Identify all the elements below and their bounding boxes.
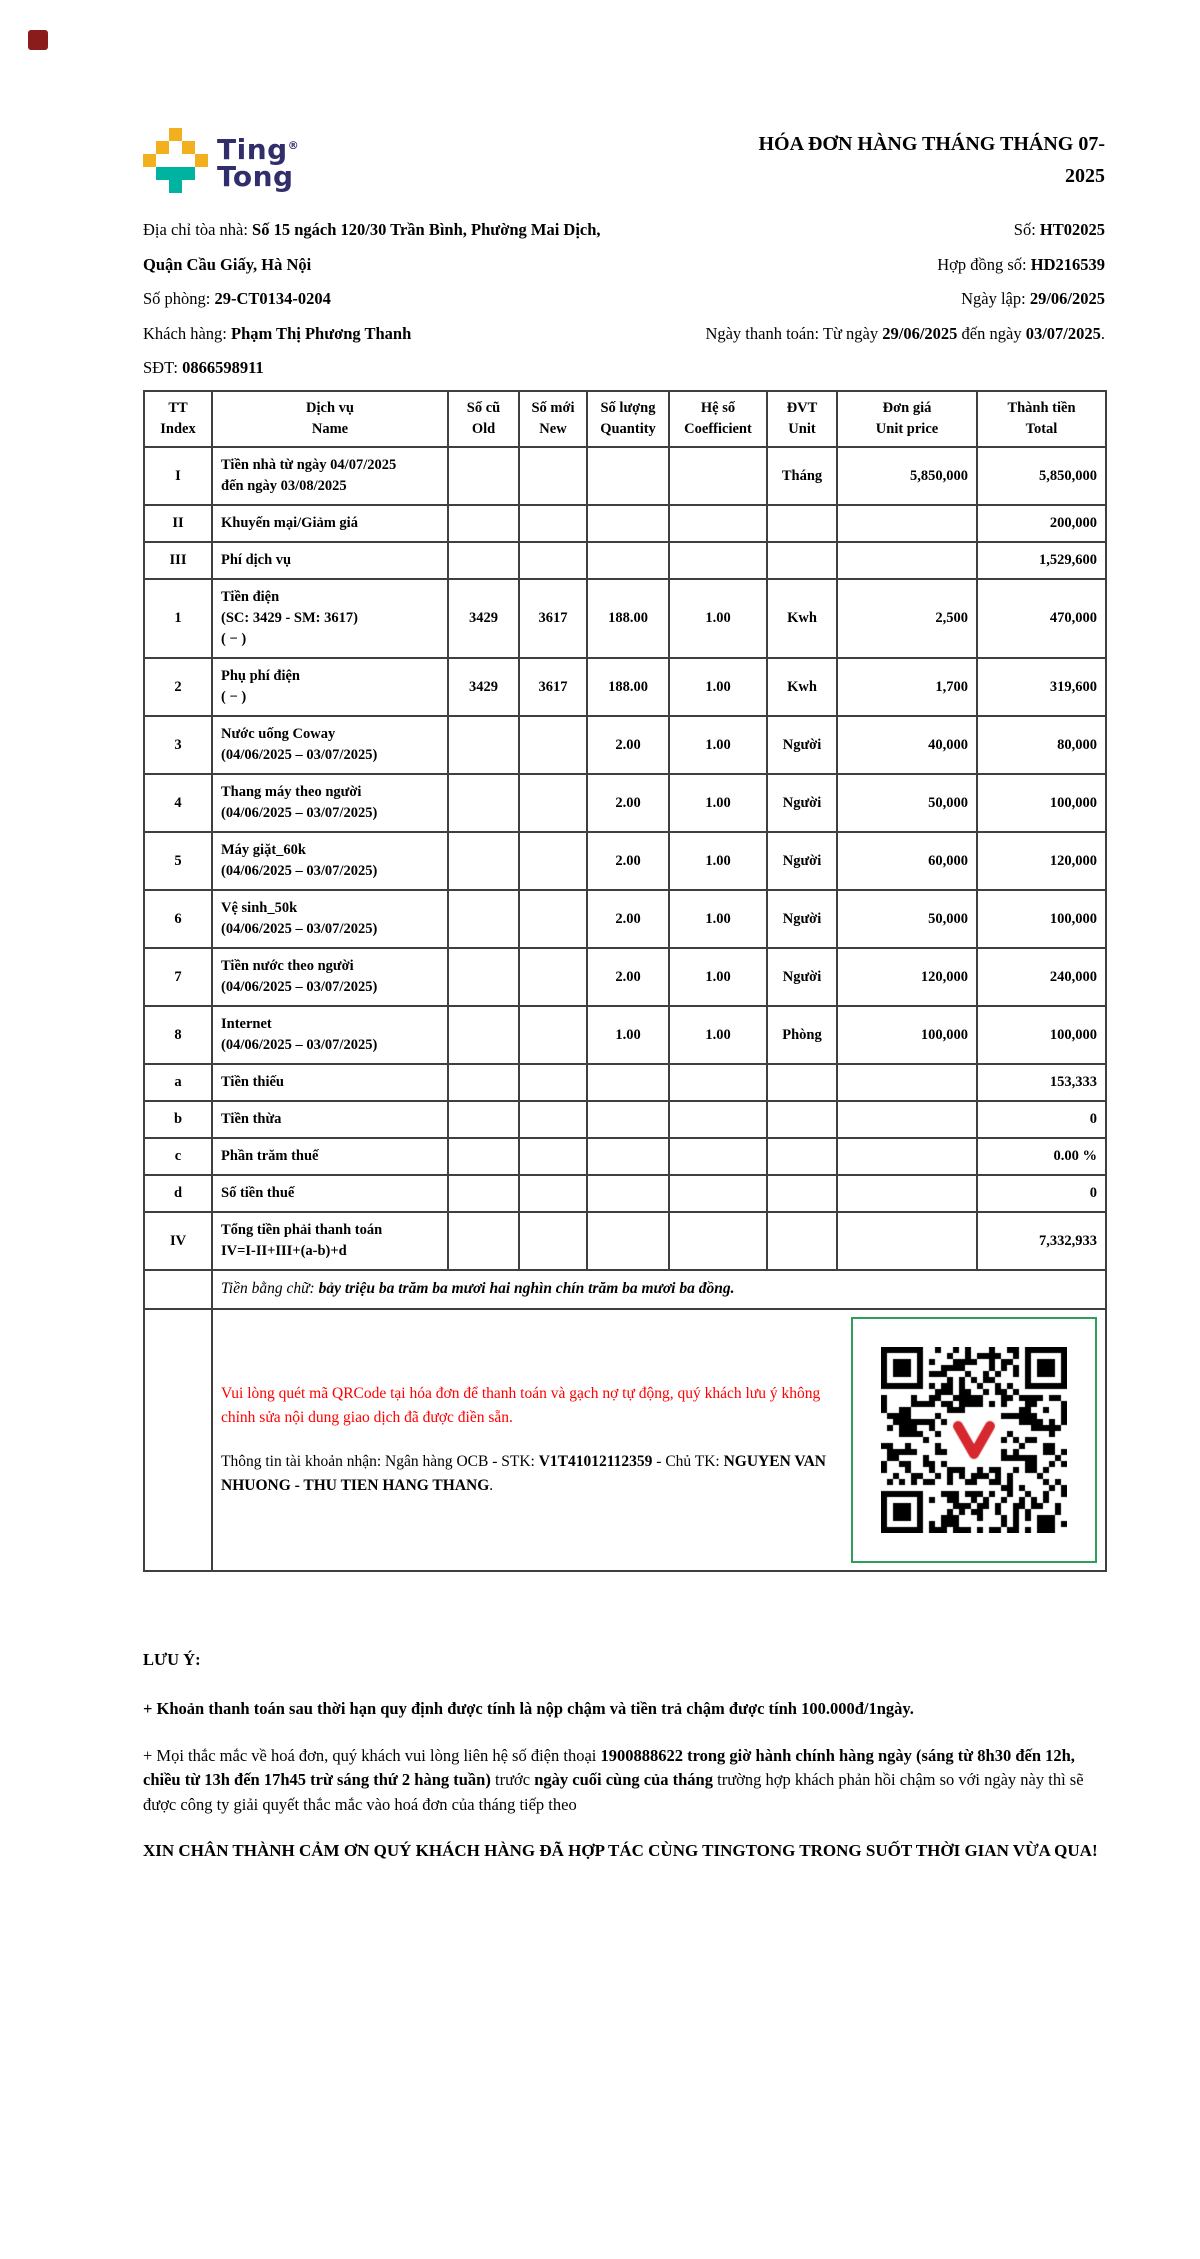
info-left — [143, 248, 311, 283]
cell-old — [448, 832, 519, 890]
cell-coefficient: 1.00 — [669, 948, 767, 1006]
table-row — [144, 505, 1106, 542]
text-fragment: Địa chỉ tòa nhà: — [143, 220, 253, 239]
cell-new: 3617 — [519, 579, 587, 658]
cell-unit-price: 100,000 — [837, 1006, 977, 1064]
cell-total: 120,000 — [977, 832, 1106, 890]
column-header: Đơn giá Unit price — [837, 391, 977, 447]
cell-index: 2 — [144, 658, 212, 716]
cell-old — [448, 1138, 519, 1175]
cell-unit-price — [837, 1175, 977, 1212]
qr-code — [881, 1347, 1067, 1533]
cell-name: Tổng tiền phải thanh toán IV=I-II+III+(a-b)+d — [212, 1212, 448, 1270]
column-header: Số mới New — [519, 391, 587, 447]
cell-total: 0.00 % — [977, 1138, 1106, 1175]
cell-old — [448, 1212, 519, 1270]
cell-index: 4 — [144, 774, 212, 832]
table-row — [144, 1175, 1106, 1212]
qr-payment-note: Vui lòng quét mã QRCode tại hóa đơn để thanh toán và gạch nợ tự động, quý khách lưu ý không chỉnh sửa nội dung giao dịch đã được điền sẵn. — [221, 1384, 821, 1426]
text-fragment: 29/06/2025 — [1029, 289, 1105, 308]
cell-total: 200,000 — [977, 505, 1106, 542]
text-fragment: Ngày thanh toán: Từ ngày — [705, 323, 883, 343]
cell-coefficient: 1.00 — [669, 579, 767, 658]
table-row — [144, 1212, 1106, 1270]
cell-name: Phí dịch vụ — [212, 542, 448, 579]
cell-unit: Kwh — [767, 658, 837, 716]
table-row — [144, 1006, 1106, 1064]
cell-quantity — [587, 542, 669, 579]
cell-quantity: 2.00 — [587, 948, 669, 1006]
cell-new — [519, 542, 587, 579]
cell-coefficient — [669, 1138, 767, 1175]
cell-coefficient: 1.00 — [669, 1006, 767, 1064]
cell-total: 153,333 — [977, 1064, 1106, 1101]
cell-new — [519, 948, 587, 1006]
info-right — [937, 248, 1105, 283]
cell-unit: Tháng — [767, 447, 837, 505]
cell-quantity: 1.00 — [587, 1006, 669, 1064]
text-fragment: 1900888622 trong giờ hành chính hàng ngày (sáng từ 8h30 đến 12h, chiều từ 13h đến 17h45 trừ sáng thứ 2 hàng tuần) — [143, 1745, 1075, 1790]
cell-coefficient: 1.00 — [669, 658, 767, 716]
table-row — [144, 658, 1106, 716]
cell-index: c — [144, 1138, 212, 1175]
cell-unit: Người — [767, 774, 837, 832]
notes-section — [143, 1648, 1105, 1863]
cell-unit-price: 5,850,000 — [837, 447, 977, 505]
cell-index: III — [144, 542, 212, 579]
qr-row — [144, 1309, 1106, 1571]
cell-new — [519, 832, 587, 890]
cell-coefficient: 1.00 — [669, 890, 767, 948]
text-fragment: 0866598911 — [182, 358, 264, 377]
info-left — [143, 351, 264, 386]
cell-old — [448, 716, 519, 774]
cell-name: Nước uống Coway (04/06/2025 – 03/07/2025) — [212, 716, 448, 774]
text-fragment: NGUYEN VAN NHUONG - THU TIEN HANG THANG — [221, 1452, 826, 1494]
cell-coefficient: 1.00 — [669, 774, 767, 832]
qr-section — [212, 1309, 1106, 1571]
amount-in-words-row — [144, 1270, 1106, 1308]
cell-unit: Người — [767, 832, 837, 890]
cell-coefficient — [669, 542, 767, 579]
cell-old — [448, 890, 519, 948]
column-header: ĐVT Unit — [767, 391, 837, 447]
info-right — [705, 317, 1105, 352]
table-row — [144, 1138, 1106, 1175]
cell-quantity — [587, 1138, 669, 1175]
cell-name: Tiền nước theo người (04/06/2025 – 03/07/2025) — [212, 948, 448, 1006]
cell-quantity: 2.00 — [587, 716, 669, 774]
cell-unit — [767, 542, 837, 579]
text-fragment: Quận Cầu Giấy, Hà Nội — [143, 254, 312, 274]
cell-name: Thang máy theo người (04/06/2025 – 03/07/2025) — [212, 774, 448, 832]
cell-name: Vệ sinh_50k (04/06/2025 – 03/07/2025) — [212, 890, 448, 948]
cell-total: 240,000 — [977, 948, 1106, 1006]
cell-old — [448, 774, 519, 832]
cell-unit-price — [837, 1138, 977, 1175]
cell-new — [519, 1212, 587, 1270]
column-header: Hệ số Coefficient — [669, 391, 767, 447]
corner-marker — [28, 30, 48, 50]
cell-total: 100,000 — [977, 890, 1106, 948]
cell-unit — [767, 1101, 837, 1138]
text-fragment: - Chủ TK: — [652, 1452, 724, 1470]
table-row — [144, 948, 1106, 1006]
text-fragment: Số phòng: — [143, 289, 215, 308]
cell-new — [519, 890, 587, 948]
table-header-row — [144, 391, 1106, 447]
cell-total: 1,529,600 — [977, 542, 1106, 579]
cell-unit — [767, 505, 837, 542]
table-body — [144, 447, 1106, 1571]
cell-old — [448, 948, 519, 1006]
cell-index: b — [144, 1101, 212, 1138]
cell-quantity — [587, 1101, 669, 1138]
cell-unit-price — [837, 505, 977, 542]
cell-unit-price: 1,700 — [837, 658, 977, 716]
invoice-title: HÓA ĐƠN HÀNG THÁNG THÁNG 07-2025 — [758, 133, 1105, 187]
cell-index: a — [144, 1064, 212, 1101]
cell-unit — [767, 1212, 837, 1270]
cell-index: 3 — [144, 716, 212, 774]
brand-pixel-icon — [143, 128, 208, 193]
text-fragment: bảy triệu ba trăm ba mươi hai nghìn chín trăm ba mươi ba đồng. — [318, 1280, 735, 1298]
qr-texts — [221, 1382, 827, 1498]
cell-index: IV — [144, 1212, 212, 1270]
table-row — [144, 890, 1106, 948]
cell-unit: Người — [767, 890, 837, 948]
cell-coefficient: 1.00 — [669, 832, 767, 890]
cell-quantity — [587, 505, 669, 542]
cell-coefficient — [669, 1064, 767, 1101]
cell-unit — [767, 1175, 837, 1212]
text-fragment: HT02025 — [1039, 220, 1105, 239]
account-info — [221, 1450, 827, 1498]
info-right — [961, 282, 1105, 317]
cell-total: 319,600 — [977, 658, 1106, 716]
cell-index: 6 — [144, 890, 212, 948]
cell-new — [519, 1175, 587, 1212]
text-fragment: HD216539 — [1030, 254, 1105, 274]
cell-new — [519, 447, 587, 505]
text-fragment: Khách hàng: — [143, 323, 231, 343]
cell-new — [519, 505, 587, 542]
cell-old: 3429 — [448, 579, 519, 658]
cell-total: 5,850,000 — [977, 447, 1106, 505]
text-fragment: . — [1100, 323, 1105, 343]
cell-unit-price: 60,000 — [837, 832, 977, 890]
cell-unit: Phòng — [767, 1006, 837, 1064]
cell-unit-price: 50,000 — [837, 774, 977, 832]
qr-flex — [221, 1317, 1097, 1563]
cell-quantity: 2.00 — [587, 774, 669, 832]
cell-old — [448, 505, 519, 542]
cell-coefficient — [669, 1175, 767, 1212]
text-fragment: Thông tin tài khoản nhận: Ngân hàng OCB - STK: — [221, 1452, 539, 1470]
text-fragment: 29/06/2025 — [882, 323, 958, 343]
qr-frame — [851, 1317, 1097, 1563]
cell-total: 7,332,933 — [977, 1212, 1106, 1270]
cell-quantity: 2.00 — [587, 890, 669, 948]
cell-old — [448, 1101, 519, 1138]
cell-total: 100,000 — [977, 774, 1106, 832]
text-fragment: 29-CT0134-0204 — [214, 289, 331, 308]
cell-new — [519, 716, 587, 774]
cell-name: Internet (04/06/2025 – 03/07/2025) — [212, 1006, 448, 1064]
cell-quantity — [587, 447, 669, 505]
cell-index: 1 — [144, 579, 212, 658]
cell-new — [519, 774, 587, 832]
cell-index — [144, 1270, 212, 1308]
cell-old — [448, 1006, 519, 1064]
cell-index: 8 — [144, 1006, 212, 1064]
cell-unit — [767, 1064, 837, 1101]
brand-name-top: Ting — [217, 132, 288, 166]
cell-unit-price — [837, 542, 977, 579]
cell-old — [448, 447, 519, 505]
cell-unit: Người — [767, 948, 837, 1006]
header — [143, 110, 1105, 193]
info-left — [143, 317, 411, 352]
info-row — [143, 317, 1105, 352]
table-row — [144, 542, 1106, 579]
text-fragment: trường hợp khách phản hồi chậm so với ngày này thì sẽ được công ty giải quyết thắc mắc vào hoá đơn của tháng tiếp theo — [143, 1770, 1084, 1814]
cell-unit-price: 40,000 — [837, 716, 977, 774]
table-row — [144, 579, 1106, 658]
brand-logo — [143, 128, 299, 193]
text-fragment: Phạm Thị Phương Thanh — [230, 323, 412, 343]
table-row — [144, 1064, 1106, 1101]
cell-unit — [767, 1138, 837, 1175]
cell-total: 470,000 — [977, 579, 1106, 658]
cell-total: 0 — [977, 1101, 1106, 1138]
text-fragment: ngày cuối cùng của tháng — [534, 1770, 713, 1790]
info-right — [1014, 213, 1105, 248]
text-fragment: . — [489, 1476, 494, 1494]
column-header: Dịch vụ Name — [212, 391, 448, 447]
table-row — [144, 716, 1106, 774]
info-left — [143, 282, 331, 317]
cell-new — [519, 1101, 587, 1138]
text-fragment: Tiền bằng chữ: — [221, 1280, 319, 1298]
info-row — [143, 282, 1105, 317]
cell-quantity — [587, 1212, 669, 1270]
column-header: Thành tiền Total — [977, 391, 1106, 447]
cell-coefficient: 1.00 — [669, 716, 767, 774]
thanks-note: XIN CHÂN THÀNH CẢM ƠN QUÝ KHÁCH HÀNG ĐÃ HỢP TÁC CÙNG TINGTONG TRONG SUỐT THỜI GIAN VỪA QUA! — [143, 1840, 1098, 1860]
text-fragment: + Mọi thắc mắc về hoá đơn, quý khách vui lòng liên hệ số điện thoại — [143, 1745, 601, 1765]
cell-new — [519, 1138, 587, 1175]
notes-heading: LƯU Ý: — [143, 1650, 201, 1669]
cell-coefficient — [669, 505, 767, 542]
cell-unit: Kwh — [767, 579, 837, 658]
cell-old — [448, 1175, 519, 1212]
cell-total: 80,000 — [977, 716, 1106, 774]
text-fragment: đến ngày — [957, 323, 1026, 343]
cell-unit-price: 50,000 — [837, 890, 977, 948]
cell-index: 5 — [144, 832, 212, 890]
cell-name: Tiền thừa — [212, 1101, 448, 1138]
text-fragment: Số: — [1013, 220, 1040, 239]
table-row — [144, 1101, 1106, 1138]
text-fragment: trước — [490, 1770, 535, 1790]
invoice-table — [143, 390, 1107, 1572]
text-fragment: SĐT: — [143, 358, 183, 377]
table-row — [144, 447, 1106, 505]
cell-old — [448, 1064, 519, 1101]
info-row — [143, 248, 1105, 283]
cell-total: 100,000 — [977, 1006, 1106, 1064]
cell-index: II — [144, 505, 212, 542]
cell-unit-price — [837, 1212, 977, 1270]
column-header: Số lượng Quantity — [587, 391, 669, 447]
brand-name-bottom: Tong — [217, 159, 294, 193]
late-fee-note: + Khoản thanh toán sau thời hạn quy định được tính là nộp chậm và tiền trả chậm được tính 100.000đ/1ngày. — [143, 1698, 914, 1718]
cell-coefficient — [669, 447, 767, 505]
cell-coefficient — [669, 1212, 767, 1270]
cell-index — [144, 1309, 212, 1571]
registered-mark: ® — [287, 138, 300, 152]
cell-unit-price: 2,500 — [837, 579, 977, 658]
cell-unit: Người — [767, 716, 837, 774]
cell-name: Phần trăm thuế — [212, 1138, 448, 1175]
cell-name: Tiền nhà từ ngày 04/07/2025 đến ngày 03/08/2025 — [212, 447, 448, 505]
column-header: Số cũ Old — [448, 391, 519, 447]
contact-note — [143, 1744, 1105, 1818]
cell-unit-price — [837, 1064, 977, 1101]
table-row — [144, 832, 1106, 890]
cell-quantity: 2.00 — [587, 832, 669, 890]
cell-index: d — [144, 1175, 212, 1212]
cell-quantity: 188.00 — [587, 658, 669, 716]
cell-new — [519, 1006, 587, 1064]
cell-quantity — [587, 1175, 669, 1212]
info-row — [143, 351, 1105, 386]
info-row — [143, 213, 1105, 248]
cell-name: Phụ phí điện ( − ) — [212, 658, 448, 716]
cell-coefficient — [669, 1101, 767, 1138]
text-fragment: V1T41012112359 — [538, 1452, 653, 1470]
cell-name: Số tiền thuế — [212, 1175, 448, 1212]
cell-total: 0 — [977, 1175, 1106, 1212]
cell-index: I — [144, 447, 212, 505]
cell-name: Tiền thiếu — [212, 1064, 448, 1101]
cell-new — [519, 1064, 587, 1101]
cell-name: Máy giặt_60k (04/06/2025 – 03/07/2025) — [212, 832, 448, 890]
info-section — [143, 213, 1105, 386]
column-header: TT Index — [144, 391, 212, 447]
text-fragment: Số 15 ngách 120/30 Trần Bình, Phường Mai Dịch, — [252, 220, 601, 239]
brand-name — [217, 132, 300, 193]
cell-quantity — [587, 1064, 669, 1101]
cell-old: 3429 — [448, 658, 519, 716]
cell-quantity: 188.00 — [587, 579, 669, 658]
text-fragment: Ngày lập: — [961, 289, 1030, 308]
table-row — [144, 774, 1106, 832]
cell-name: Tiền điện (SC: 3429 - SM: 3617) ( − ) — [212, 579, 448, 658]
cell-old — [448, 542, 519, 579]
cell-name: Khuyến mại/Giảm giá — [212, 505, 448, 542]
text-fragment: 03/07/2025 — [1025, 323, 1101, 343]
cell-new: 3617 — [519, 658, 587, 716]
cell-unit-price — [837, 1101, 977, 1138]
info-left — [143, 213, 601, 248]
amount-in-words — [212, 1270, 1106, 1308]
text-fragment: Hợp đồng số: — [937, 254, 1031, 274]
cell-index: 7 — [144, 948, 212, 1006]
cell-unit-price: 120,000 — [837, 948, 977, 1006]
